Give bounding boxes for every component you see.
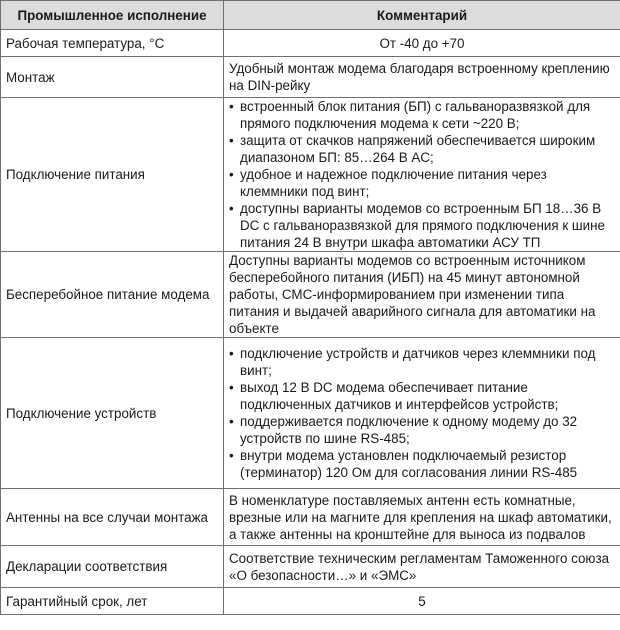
row-value-power [224, 98, 620, 252]
header-industrial-version: Промышленное исполнение [1, 1, 224, 30]
list-item: • доступны варианты модемов со встроенным БП 18…36 В DC с гальваноразвязкой для прямого подключения к шине питания 24 В внутри шкафа автоматики АСУ ТП [229, 200, 615, 251]
row-label-temperature: Рабочая температура, °C [1, 30, 224, 57]
row-label-mounting: Монтаж [1, 57, 224, 98]
row-label-power: Подключение питания [1, 98, 224, 252]
row-label-declarations: Декларации соответствия [1, 546, 224, 588]
row-label-ups: Бесперебойное питание модема [1, 252, 224, 338]
row-value-devices [224, 338, 620, 489]
row-label-warranty: Гарантийный срок, лет [1, 588, 224, 615]
table-row [1, 98, 620, 252]
table-row [1, 30, 620, 57]
row-label-devices: Подключение устройств [1, 338, 224, 489]
row-value-declarations: Соответствие техническим регламентам Таможенного союза «О безопасности…» и «ЭМС» [224, 546, 620, 588]
row-value-ups: Доступны варианты модемов со встроенным источником бесперебойного питания (ИБП) на 45 минут автономной работы, СМС-информированием при изменении типа питания и выдачей аварийного сигнала для автоматики на объекте [224, 252, 620, 338]
table-row [1, 546, 620, 588]
row-value-temperature: От -40 до +70 [224, 30, 620, 57]
row-value-warranty: 5 [224, 588, 620, 615]
row-value-mounting: Удобный монтаж модема благодаря встроенному креплению на DIN-рейку [224, 57, 620, 98]
row-label-antennas: Антенны на все случаи монтажа [1, 489, 224, 546]
list-item: • подключение устройств и датчиков через клеммники под винт; [229, 345, 615, 379]
list-item: • выход 12 В DC модема обеспечивает питание подключенных датчиков и интерфейсов устройств; [229, 379, 615, 413]
table-row [1, 338, 620, 489]
table-row [1, 252, 620, 338]
list-item: • защита от скачков напряжений обеспечивается широким диапазоном БП: 85…264 В AC; [229, 132, 615, 166]
table-row [1, 57, 620, 98]
list-item: • удобное и надежное подключение питания через клеммники под винт; [229, 166, 615, 200]
list-item: • внутри модема установлен подключаемый резистор (терминатор) 120 Ом для согласования линии RS-485 [229, 447, 615, 481]
table-row [1, 588, 620, 615]
table-row [1, 489, 620, 546]
table-header-row [1, 1, 620, 30]
list-item: • поддерживается подключение к одному модему до 32 устройств по шине RS-485; [229, 413, 615, 447]
list-item: • встроенный блок питания (БП) с гальваноразвязкой для прямого подключения модема к сети ~220 В; [229, 98, 615, 132]
power-bullet-list [229, 98, 615, 251]
devices-bullet-list [229, 345, 615, 481]
header-comment: Комментарий [224, 1, 620, 30]
row-value-antennas: В номенклатуре поставляемых антенн есть комнатные, врезные или на магните для крепления на шкаф автоматики, а также антенны на кронштейне для выноса из подвалов [224, 489, 620, 546]
